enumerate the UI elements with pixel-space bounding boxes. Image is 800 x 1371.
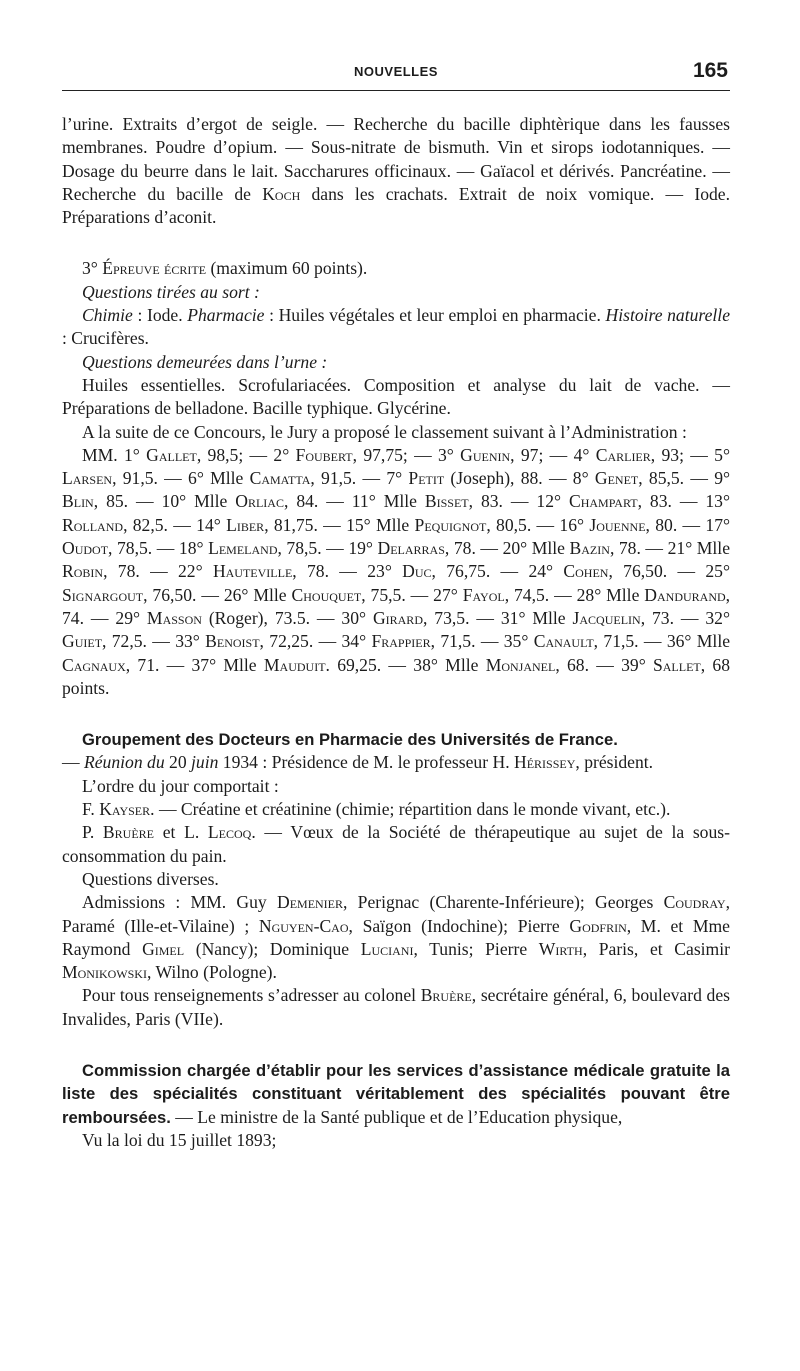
ranking-position: 17° — [705, 514, 731, 535]
epreuve-heading — [62, 257, 730, 280]
bruere-name: Bruère — [102, 822, 154, 843]
name-demenier: Demenier — [276, 892, 344, 913]
subjects-text-end: dans les crachats. Extrait de noix vomique. — Iode. Préparations d’aconit. — [62, 183, 731, 228]
ranking-score: , 73. — — [640, 607, 706, 628]
ranking-score: , 75,5. — — [361, 584, 434, 605]
ranking-score: , 81,75. — — [264, 514, 347, 535]
ranking-score: , 71. — — [125, 654, 192, 675]
admissions-label: Admissions : MM. Guy — [82, 892, 277, 913]
running-header — [62, 58, 730, 91]
ranking-name: Foubert — [295, 444, 353, 465]
bruere-item — [62, 821, 730, 868]
ranking-position: 39° — [621, 654, 653, 675]
reunion-month: juin — [191, 752, 219, 773]
ranking-name: Lemeland — [208, 538, 278, 559]
ranking-name: Pequignot — [414, 514, 487, 535]
ranking-score: , 73,5. — — [422, 607, 501, 628]
bruere-initial: P. — [82, 822, 103, 843]
ranking-name: Jacquelin — [572, 607, 641, 628]
name-gimel: Gimel — [142, 938, 185, 959]
kayser-name: Kayser — [99, 799, 151, 820]
ranking-position: 19° — [348, 538, 378, 559]
ranking-score: , 98,5; — — [196, 444, 274, 465]
admissions-text-3: , Saïgon (Indochine); Pierre — [348, 915, 570, 936]
vu-la-loi: Vu la loi du 15 juillet 1893; — [82, 1129, 277, 1150]
ranking-score: , 97; — — [510, 444, 574, 465]
ranking-position: 23° — [367, 561, 403, 582]
ranking-name: Carlier — [595, 444, 651, 465]
ranking-name: Larsen — [62, 468, 113, 489]
kayser-initial: F. — [82, 799, 100, 820]
epreuve-label: Épreuve écrite — [102, 258, 207, 279]
ranking-score: , 78. — — [292, 561, 368, 582]
questions-drawn — [62, 304, 730, 351]
questions-tirees — [62, 281, 730, 304]
president-text: , président. — [575, 752, 654, 773]
admissions-text-2: , Paramé (Ille-et-Vilaine) ; — [62, 892, 730, 936]
questions-tirees-label: Questions tirées au sort : — [82, 281, 260, 302]
ranking-score: , 78,5. — — [277, 538, 349, 559]
ranking-name: Dandurand — [644, 584, 726, 605]
histoire-label: Histoire naturelle — [605, 305, 731, 326]
ranking-name: Canault — [533, 631, 594, 652]
ranking-score: (Roger), 73.5. — — [201, 607, 342, 628]
ranking-score: , 72,5. — — [102, 631, 176, 652]
ranking-name: Chouquet — [291, 584, 362, 605]
ranking-name: Cagnaux — [62, 654, 126, 675]
epreuve-points: (maximum 60 points). — [206, 258, 368, 279]
ranking-name: Blin — [62, 491, 94, 512]
ranking-score: , 76,75. — — [431, 561, 529, 582]
ranking-position: 34° — [341, 631, 372, 652]
ordre-du-jour: L’ordre du jour comportait : — [82, 775, 279, 796]
ranking-position: 28° Mlle — [576, 584, 645, 605]
ranking-position: 2° — [273, 444, 296, 465]
epreuve-number: 3° — [82, 258, 103, 279]
ranking-position: 29° — [115, 607, 147, 628]
ranking-score: (Joseph), 88. — — [444, 468, 573, 489]
ranking-name: Hauteville — [212, 561, 293, 582]
commission-paragraph — [62, 1059, 730, 1129]
ranking-score: , 78. — — [444, 538, 503, 559]
histoire-value: : Crucifères. — [62, 328, 149, 349]
ranking-position: 20° Mlle — [502, 538, 570, 559]
ranking-position: 27° — [433, 584, 463, 605]
ranking-score: , 91,5. — — [310, 468, 387, 489]
ranking-list — [62, 444, 730, 700]
ranking-name: Signargout — [62, 584, 144, 605]
admissions-text-7: , Paris, et Casimir — [582, 938, 730, 959]
ranking-name: Sallet — [652, 654, 701, 675]
ranking-score: , 91,5. — — [112, 468, 189, 489]
ranking-score: . 69,25. — — [325, 654, 414, 675]
questions-urne — [62, 351, 730, 374]
ranking-position: 14° — [196, 514, 227, 535]
ranking-name: Gallet — [146, 444, 197, 465]
ranking-position: 38° Mlle — [413, 654, 486, 675]
ranking-position: 18° — [178, 538, 209, 559]
ranking-name: Masson — [146, 607, 202, 628]
reunion-dash: — — [62, 752, 84, 773]
name-coudray: Coudray — [663, 892, 726, 913]
kayser-text: . — Créatine et créatinine (chimie; répartition dans le monde vivant, etc.). — [150, 799, 671, 820]
questions-diverses: Questions diverses. — [82, 868, 219, 889]
ranking-position: 36° Mlle — [666, 631, 731, 652]
ranking-score: , 84. — — [283, 491, 352, 512]
reunion-rest: 1934 : Présidence de M. le professeur H. — [218, 752, 514, 773]
ranking-score: , 71,5. — — [430, 631, 504, 652]
ranking-position: 37° Mlle — [191, 654, 264, 675]
renseignements-text-1: Pour tous renseignements s’adresser au colonel — [82, 985, 421, 1006]
ranking-position: 35° — [503, 631, 534, 652]
admissions-text-6: , Tunis; Pierre — [413, 938, 539, 959]
ranking-score: , 82,5. — — [123, 514, 197, 535]
ranking-name: Camatta — [249, 468, 311, 489]
herissey-name: Hérissey — [514, 752, 576, 773]
ranking-name: Duc — [402, 561, 432, 582]
ranking-score: , 85,5. — — [638, 468, 715, 489]
ranking-score: , 78,5. — — [108, 538, 179, 559]
ranking-score: , 80,5. — — [486, 514, 560, 535]
name-wirth: Wirth — [538, 938, 583, 959]
name-monikowski: Monikowski — [62, 962, 147, 983]
chimie-label: Chimie — [82, 305, 133, 326]
ranking-name: Genet — [594, 468, 639, 489]
running-title: NOUVELLES — [354, 64, 438, 79]
ranking-position: 25° — [705, 561, 731, 582]
pharmacie-label: Pharmacie — [187, 305, 265, 326]
jury-text: A la suite de ce Concours, le Jury a proposé le classement suivant à l’Administration : — [82, 421, 687, 442]
ranking-position: 6° Mlle — [188, 468, 250, 489]
admissions-text-1: , Perignac (Charente-Inférieure); Georges — [343, 892, 664, 913]
ranking-position: 9° — [714, 468, 731, 489]
ranking-score: , 72,25. — — [259, 631, 342, 652]
ranking-name: Guenin — [460, 444, 511, 465]
ranking-position: 30° — [341, 607, 373, 628]
chimie-value: : Iode. — [132, 305, 188, 326]
paragraph-subjects — [62, 113, 730, 229]
ranking-score: , 78. — — [609, 538, 668, 559]
bruere-text: . — Vœux de la Société de thérapeutique au sujet de la sous-consommation du pain. — [62, 822, 730, 866]
ranking-name: Bisset — [424, 491, 469, 512]
ranking-position: 26° Mlle — [223, 584, 292, 605]
ranking-position: MM. 1° — [82, 444, 147, 465]
ranking-score: , 76,50. — — [143, 584, 224, 605]
ranking-score: , 85. — — [93, 491, 162, 512]
ranking-name: Monjanel — [485, 654, 556, 675]
ranking-score: , 74,5. — — [504, 584, 577, 605]
ranking-name: Jouenne — [589, 514, 646, 535]
ranking-name: Champart — [568, 491, 638, 512]
ranking-score: , 76,50. — — [608, 561, 706, 582]
ranking-name: Orliac — [235, 491, 284, 512]
admissions-text-5: (Nancy); Dominique — [184, 938, 361, 959]
ranking-name: Girard — [372, 607, 423, 628]
kayser-item — [62, 798, 730, 821]
ranking-position: 5° — [714, 444, 731, 465]
ranking-score: , 71,5. — — [593, 631, 667, 652]
reunion-line — [62, 751, 730, 774]
ranking-position: 3° — [438, 444, 461, 465]
admissions-text-4: , M. et Mme Raymond — [62, 915, 730, 959]
ranking-score: , 83. — — [637, 491, 706, 512]
name-bruere-colonel: Bruère — [420, 985, 472, 1006]
ranking-name: Cohen — [563, 561, 609, 582]
ranking-score: , 68 points. — [62, 654, 731, 698]
ranking-name: Petit — [408, 468, 445, 489]
ranking-position: 16° — [559, 514, 590, 535]
ranking-position: 31° Mlle — [500, 607, 573, 628]
ranking-position: 7° — [386, 468, 409, 489]
ranking-position: 21° Mlle — [667, 538, 731, 559]
pharmacie-value: : Huiles végétales et leur emploi en pharmacie. — [264, 305, 601, 326]
ranking-name: Frappier — [371, 631, 431, 652]
ranking-position: 8° — [572, 468, 595, 489]
ranking-score: , 74. — — [62, 584, 731, 628]
article-body — [62, 113, 730, 1152]
ranking-position: 11° Mlle — [351, 491, 425, 512]
ranking-position: 33° — [175, 631, 206, 652]
groupement-paragraph — [62, 728, 730, 751]
ranking-name: Mauduit — [263, 654, 326, 675]
page — [62, 58, 730, 1152]
name-nguyen-cao: Nguyen-Cao — [258, 915, 349, 936]
ranking-name: Bazin — [569, 538, 610, 559]
questions-urne-label: Questions demeurées dans l’urne : — [82, 351, 328, 372]
ranking-name: Benoist — [205, 631, 260, 652]
reunion-label: Réunion du — [84, 752, 165, 773]
name-luciani: Luciani — [360, 938, 414, 959]
renseignements — [62, 984, 730, 1031]
reunion-date-num: 20 — [164, 752, 192, 773]
ranking-position: 10° Mlle — [161, 491, 236, 512]
urne-text: Huiles essentielles. Scrofulariacées. Composition et analyse du lait de vache. — Préparations de belladone. Bacille typhique. Glycérine. — [62, 374, 730, 419]
ranking-score: , 83. — — [468, 491, 537, 512]
ranking-position: 15° Mlle — [346, 514, 415, 535]
ranking-position: 22° — [178, 561, 213, 582]
ranking-score: , 68. — — [555, 654, 622, 675]
ranking-position: 32° — [705, 607, 731, 628]
admissions-text-8: , Wilno (Pologne). — [146, 962, 277, 983]
ranking-position: 13° — [705, 491, 731, 512]
ranking-position: 24° — [528, 561, 564, 582]
ranking-position: 4° — [573, 444, 596, 465]
groupement-title: Groupement des Docteurs en Pharmacie des Universités de France. — [82, 730, 618, 750]
ranking-name: Liber — [226, 514, 265, 535]
ranking-name: Rolland — [62, 514, 124, 535]
ranking-score: , 80. — — [645, 514, 706, 535]
page-number: 165 — [692, 59, 728, 82]
commission-text: — Le ministre de la Santé publique et de l’Education physique, — [170, 1106, 623, 1127]
ranking-score: , 78. — — [103, 561, 178, 582]
lecoq-name: Lecoq — [207, 822, 252, 843]
ranking-name: Robin — [62, 561, 104, 582]
commission-title: Commission chargée d’établir pour les services d’assistance médicale gratuite la liste des spécialités constituant véritablement des spécialités pouvant être remboursées. — [62, 1060, 730, 1127]
name-godfrin: Godfrin — [569, 915, 627, 936]
ranking-position: 12° — [536, 491, 569, 512]
subjects-text: l’urine. Extraits d’ergot de seigle. — Recherche du bacille diphtèrique dans les fausses membranes. Poudre d’opium. — Sous-nitrate de bismuth. Vin et sirops iodotanniques. — Dosage du beurre dans le lait. Saccharures officinaux. — Gaïacol et dérivés. Pancréatine. — Recherche du bacille de — [62, 114, 730, 204]
ranking-name: Delarras — [377, 538, 445, 559]
renseignements-text-2: , secrétaire général, 6, boulevard des Invalides, Paris (VIIe). — [62, 985, 730, 1029]
ranking-name: Guiet — [62, 631, 103, 652]
ranking-name: Fayol — [462, 584, 505, 605]
ranking-name: Oudot — [62, 538, 109, 559]
ranking-score: , 97,75; — — [352, 444, 438, 465]
and-l: et L. — [154, 822, 208, 843]
admissions — [62, 891, 730, 984]
koch-name: Koch — [262, 183, 301, 204]
ranking-score: , 93; — — [650, 444, 715, 465]
